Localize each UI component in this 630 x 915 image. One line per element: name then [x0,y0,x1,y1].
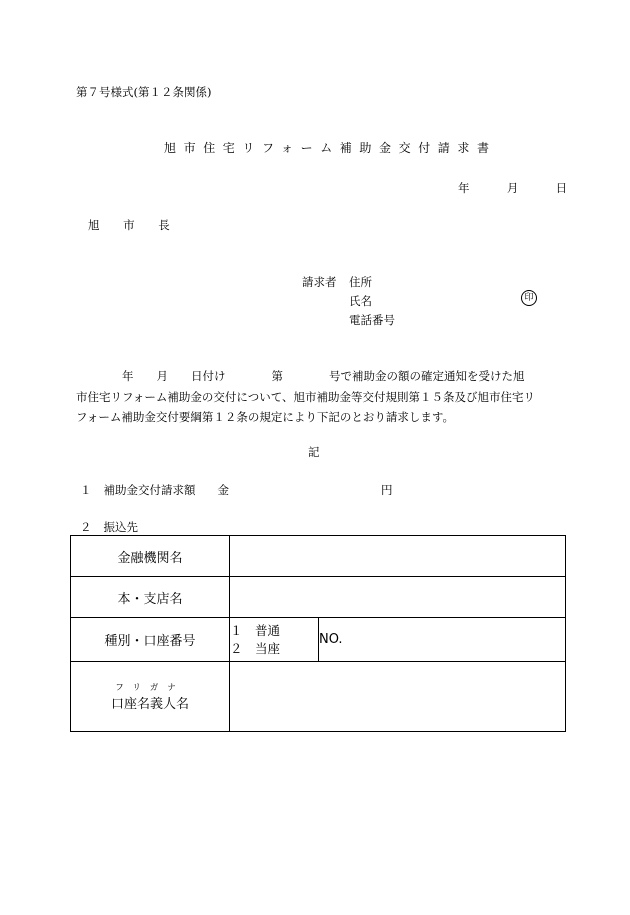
holder-label-cell [71,662,230,732]
account-no-label: NO. [319,632,343,647]
amount-prefix: 金 [217,483,229,497]
branch-label: 本・支店名 [71,577,230,618]
branch-row [71,577,566,618]
holder-ruby: フリガナ [115,683,185,693]
account-type-ordinary: １ 普通 [230,622,281,638]
holder-label: 口座名義人名 [110,697,189,712]
address-label: 住所 [349,275,372,289]
request-body [76,366,554,428]
seal-mark: 印 [521,290,537,306]
bank-name-field[interactable] [230,536,566,577]
date-day: 日 [555,181,568,195]
account-label: 種別・口座番号 [71,618,230,662]
item2-number: ２ [80,520,92,534]
form-number: 第７号様式(第１２条関係) [76,85,212,99]
ki-heading: 記 [308,445,320,459]
request-amount-item [80,482,393,498]
account-type-current: ２ 当座 [230,640,281,656]
bank-name-label: 金融機関名 [71,536,230,577]
body-line-1: 年 月 日付け 第 号で補助金の額の確定通知を受けた旭 [122,369,525,383]
account-number-field[interactable] [319,618,566,662]
body-line-2: 市住宅リフォーム補助金の交付について、旭市補助金等交付規則第１５条及び旭市住宅リ [76,389,535,404]
bank-name-row [71,536,566,577]
bank-transfer-table [70,535,566,732]
item2-label: 振込先 [103,520,138,534]
date-month: 月 [506,181,519,195]
name-label: 氏名 [349,294,372,308]
requester-label: 請求者 [302,275,337,289]
account-row [71,618,566,662]
item1-number: １ [80,483,92,497]
holder-name-field[interactable] [230,662,566,732]
body-line-3: フォーム補助金交付要綱第１２条の規定により下記のとおり請求します。 [76,410,455,424]
addressee: 旭 市 長 [88,218,180,232]
transfer-item [80,519,138,535]
date-line [458,180,567,196]
holder-row [71,662,566,732]
item1-label: 補助金交付請求額 [103,483,196,497]
amount-unit: 円 [381,483,393,497]
date-year: 年 [458,181,470,195]
branch-field[interactable] [230,577,566,618]
phone-label: 電話番号 [349,313,395,327]
account-type-cell[interactable] [230,618,319,662]
document-title: 旭市住宅リフォーム補助金交付請求書 [164,141,497,155]
